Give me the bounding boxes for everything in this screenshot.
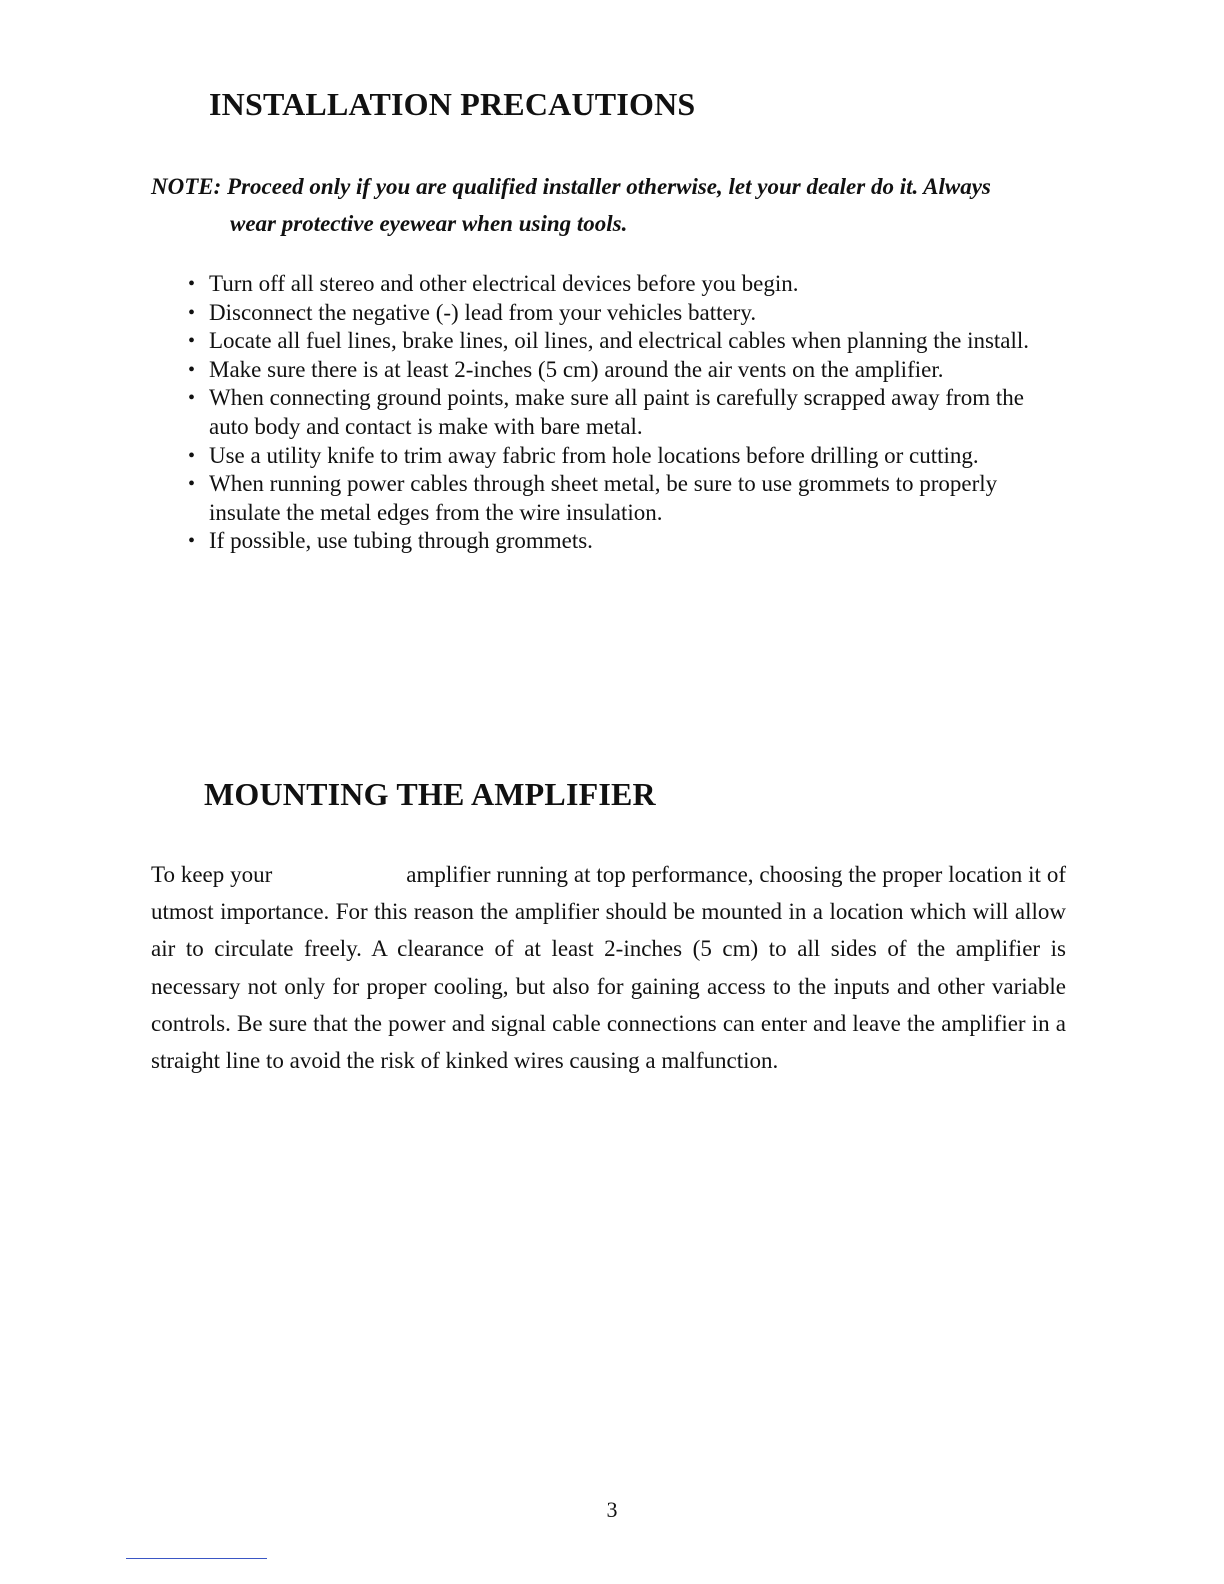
- footnote-divider: [126, 1558, 267, 1559]
- paragraph-rest: amplifier running at top performance, choosing the proper location it of utmost importance. For this reason the amplifier should be mounted in a location which will allow air to circulate freely. A clearance of at least 2-inches (5 cm) to all sides of the amplifier is necessary not only for proper cooling, but also for gaining access to the inputs and other variable controls. Be sure that the power and signal cable connections can enter and leave the amplifier in a straight line to avoid the risk of kinked wires causing a malfunction.: [151, 862, 1066, 1074]
- mounting-amplifier-heading: MOUNTING THE AMPLIFIER: [204, 776, 656, 812]
- precaution-text: When running power cables through sheet metal, be sure to use grommets to properly insulate the metal edges from the wire insulation.: [209, 471, 998, 525]
- bullet-icon: •: [188, 301, 196, 324]
- safety-note-line-1: NOTE: Proceed only if you are qualified installer otherwise, let your dealer do it. Always: [151, 174, 991, 199]
- bullet-icon: •: [188, 273, 196, 295]
- precaution-item: [188, 270, 1068, 299]
- precaution-item: [188, 442, 1068, 471]
- bullet-icon: •: [188, 444, 196, 467]
- bullet-icon: •: [188, 358, 196, 381]
- mounting-paragraph: [151, 856, 1066, 1079]
- precaution-item: [188, 384, 1068, 441]
- safety-note: [151, 168, 1081, 242]
- installation-precautions-heading: INSTALLATION PRECAUTIONS: [209, 86, 696, 122]
- precaution-text: Turn off all stereo and other electrical devices before you begin.: [209, 271, 799, 296]
- precaution-item: [188, 356, 1068, 385]
- page-number: 3: [606, 1497, 618, 1522]
- precaution-text: If possible, use tubing through grommets.: [209, 528, 593, 554]
- precaution-item: [188, 299, 1068, 328]
- bullet-icon: •: [188, 530, 196, 553]
- precaution-text: Make sure there is at least 2-inches (5 cm) around the air vents on the amplifier.: [209, 356, 944, 382]
- precaution-text: Disconnect the negative (-) lead from your vehicles battery.: [209, 299, 757, 325]
- precaution-item: [188, 470, 1068, 527]
- bullet-icon: •: [188, 387, 196, 410]
- precaution-text: When connecting ground points, make sure all paint is carefully scrapped away from the auto body and contact is make with bare metal.: [209, 385, 1024, 439]
- precaution-text: Use a utility knife to trim away fabric from hole locations before drilling or cutting.: [209, 442, 979, 468]
- paragraph-start: To keep your: [151, 862, 273, 887]
- bullet-icon: •: [188, 473, 196, 496]
- precaution-text: Locate all fuel lines, brake lines, oil lines, and electrical cables when planning the install.: [209, 328, 1030, 354]
- precaution-item: [188, 527, 1068, 556]
- precautions-list: [188, 270, 1068, 556]
- precaution-item: [188, 327, 1068, 356]
- bullet-icon: •: [188, 330, 196, 353]
- safety-note-line-2: wear protective eyewear when using tools.: [230, 211, 628, 236]
